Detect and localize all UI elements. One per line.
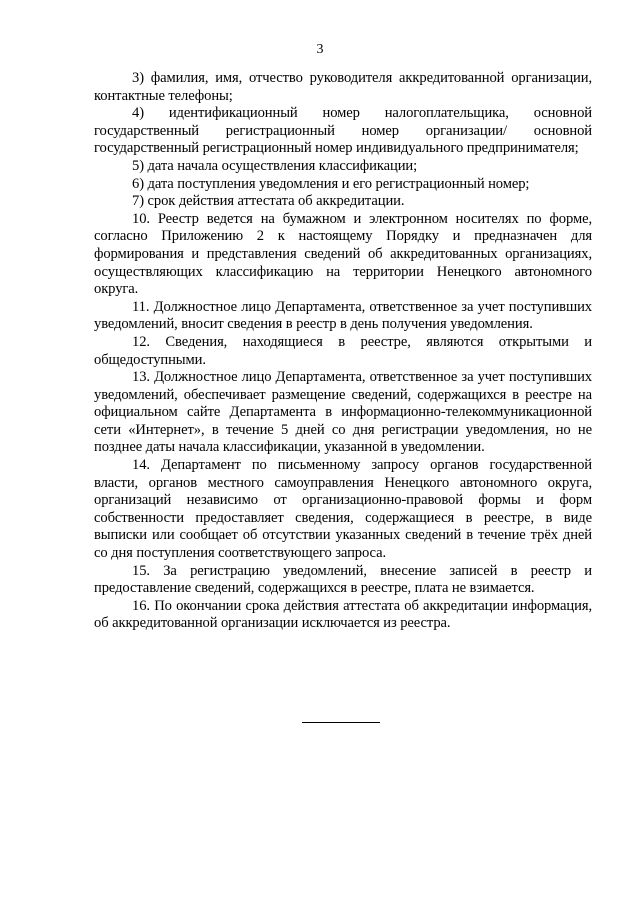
paragraph-item-4: 4) идентификационный номер налогоплательщика, основной государственный регистрационный номер организации/ основной государственный регистрационный номер индивидуального предпринимателя;	[94, 105, 592, 157]
paragraph-item-6: 6) дата поступления уведомления и его регистрационный номер;	[132, 175, 530, 192]
paragraph-item-7: 7) срок действия аттестата об аккредитации.	[132, 193, 405, 210]
paragraph-10: 10. Реестр ведется на бумажном и электронном носителях по форме, согласно Приложению 2 к настоящему Порядку и предназначен для формирования и представления сведений об аккредитованных организациях, осуществляющих классификацию на территории Ненецкого автономного округа.	[94, 210, 592, 298]
paragraph-item-3: 3) фамилия, имя, отчество руководителя аккредитованной организации, контактные телефоны;	[94, 70, 592, 104]
paragraph-12: 12. Сведения, находящиеся в реестре, являются открытыми и общедоступными.	[94, 333, 592, 368]
paragraph-14: 14. Департамент по письменному запросу органов государственной власти, органов местного самоуправления Ненецкого автономного округа, организаций независимо от организационно-правовой формы и форм собственности предоставляет сведения, содержащиеся в реестре, в виде выписки или сообщает об отсутствии указанных сведений в течение трёх дней со дня поступления соответствующего запроса.	[94, 457, 592, 562]
page-number: 3	[316, 42, 324, 57]
paragraph-15: 15. За регистрацию уведомлений, внесение записей в реестр и предоставление сведений, содержащихся в реестре, плата не взимается.	[94, 562, 592, 597]
paragraph-13: 13. Должностное лицо Департамента, ответственное за учет поступивших уведомлений, обеспечивает размещение сведений, содержащихся в реестре на официальном сайте Департамента в информационно-телекоммуникационной сети «Интернет», в течение 5 дней со дня регистрации уведомления, но не позднее даты начала классификации, указанной в уведомлении.	[94, 369, 592, 456]
paragraph-11: 11. Должностное лицо Департамента, ответственное за учет поступивших уведомлений, вносит сведения в реестр в день получения уведомления.	[94, 298, 592, 333]
end-of-document-line	[302, 722, 380, 723]
paragraph-item-5: 5) дата начала осуществления классификации;	[132, 157, 418, 174]
document-body	[94, 70, 592, 633]
paragraph-16: 16. По окончании срока действия аттестата об аккредитации информация, об аккредитованной организации исключается из реестра.	[94, 597, 592, 632]
